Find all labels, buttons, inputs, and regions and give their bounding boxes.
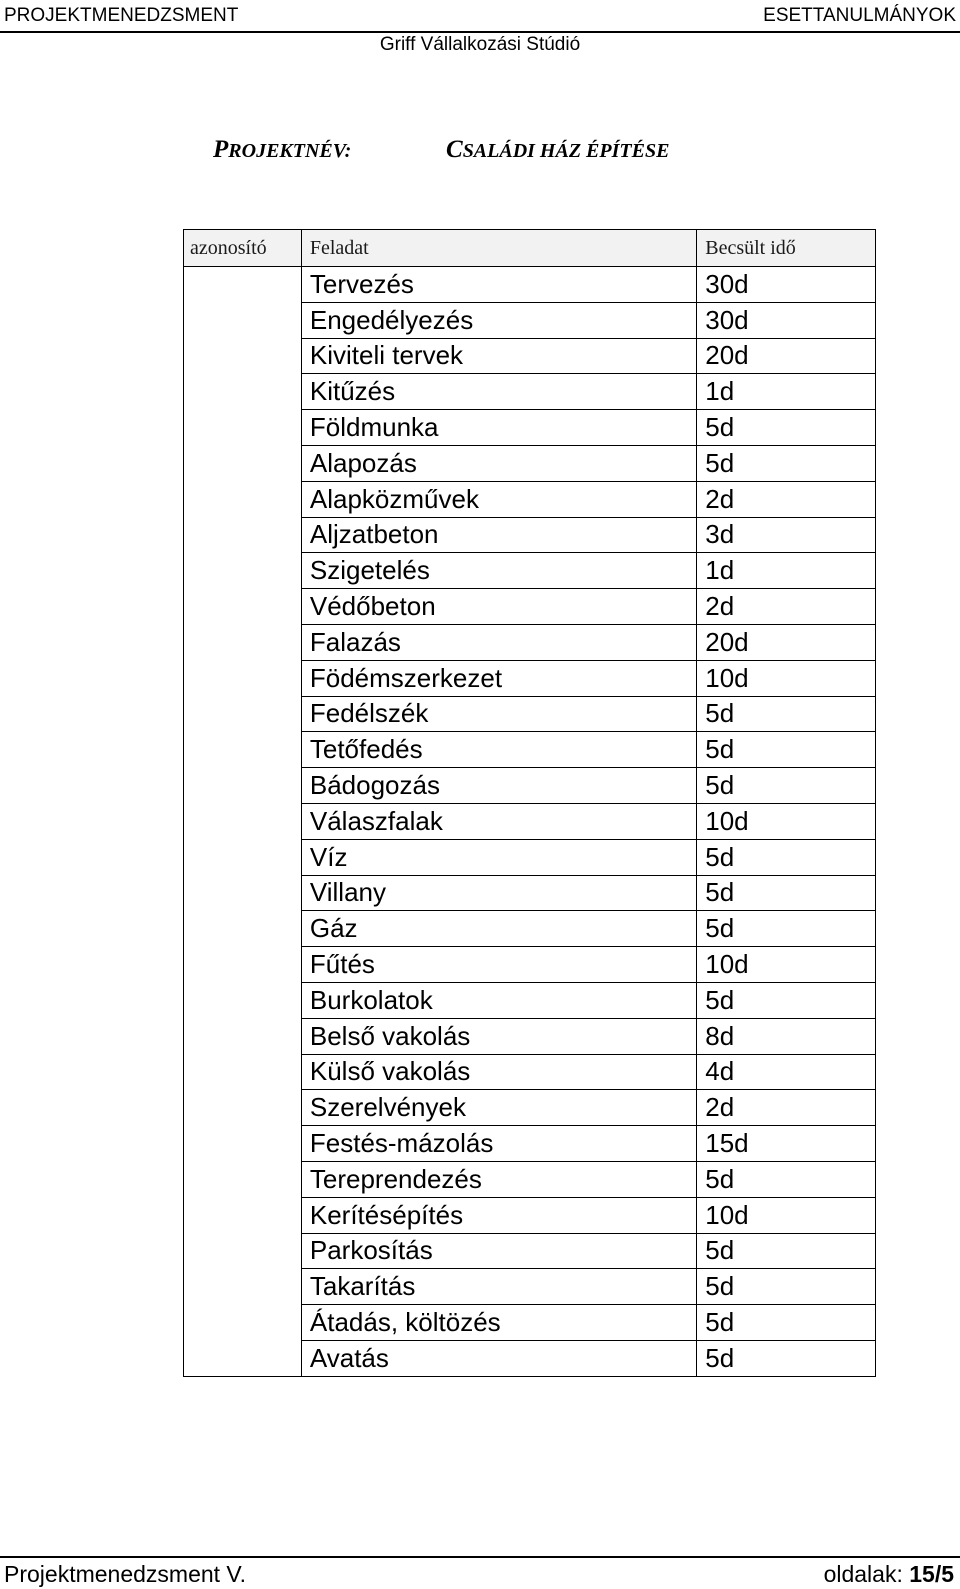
table-row (184, 517, 876, 553)
table-row (184, 660, 876, 696)
cell-estimate: 5d (697, 1233, 876, 1269)
cell-estimate: 8d (697, 1018, 876, 1054)
table-row (184, 1340, 876, 1376)
table-row (184, 947, 876, 983)
cell-id (184, 302, 302, 338)
cell-estimate: 5d (697, 445, 876, 481)
cell-id (184, 410, 302, 446)
table-row (184, 839, 876, 875)
cell-estimate: 10d (697, 947, 876, 983)
cell-id (184, 1197, 302, 1233)
cell-task: Bádogozás (301, 768, 696, 804)
cell-task: Átadás, költözés (301, 1305, 696, 1341)
page-footer-left: Projektmenedzsment V. (4, 1561, 247, 1587)
cell-estimate: 5d (697, 410, 876, 446)
cell-task: Alapozás (301, 445, 696, 481)
table-row (184, 803, 876, 839)
cell-task: Födémszerkezet (301, 660, 696, 696)
cell-id (184, 947, 302, 983)
cell-id (184, 732, 302, 768)
cell-task: Gáz (301, 911, 696, 947)
project-label-initial: P (213, 136, 229, 163)
table-row (184, 982, 876, 1018)
cell-id (184, 445, 302, 481)
cell-id (184, 1018, 302, 1054)
cell-estimate: 2d (697, 589, 876, 625)
cell-task: Festés-mázolás (301, 1126, 696, 1162)
table-row (184, 696, 876, 732)
cell-estimate: 2d (697, 481, 876, 517)
table-row (184, 1054, 876, 1090)
cell-task: Szigetelés (301, 553, 696, 589)
cell-estimate: 30d (697, 302, 876, 338)
cell-estimate: 5d (697, 768, 876, 804)
page-header-center: Griff Vállalkozási Stúdió (379, 34, 581, 55)
cell-task: Villany (301, 875, 696, 911)
cell-id (184, 589, 302, 625)
cell-id (184, 803, 302, 839)
cell-id (184, 624, 302, 660)
cell-task: Avatás (301, 1340, 696, 1376)
column-header-task: Feladat (301, 230, 696, 267)
cell-id (184, 553, 302, 589)
cell-id (184, 338, 302, 374)
cell-id (184, 517, 302, 553)
cell-task: Takarítás (301, 1269, 696, 1305)
cell-task: Kitűzés (301, 374, 696, 410)
project-label (213, 136, 351, 164)
cell-estimate: 5d (697, 839, 876, 875)
cell-task: Földmunka (301, 410, 696, 446)
cell-id (184, 768, 302, 804)
cell-id (184, 875, 302, 911)
cell-estimate: 30d (697, 267, 876, 303)
table-row (184, 732, 876, 768)
cell-estimate: 1d (697, 553, 876, 589)
project-name-rest: SALÁDI HÁZ ÉPÍTÉSE (462, 140, 670, 162)
column-header-estimate: Becsült idő (697, 230, 876, 267)
cell-task: Fűtés (301, 947, 696, 983)
cell-id (184, 1161, 302, 1197)
table-header-row (184, 230, 876, 267)
table-row (184, 624, 876, 660)
cell-id (184, 839, 302, 875)
cell-estimate: 3d (697, 517, 876, 553)
cell-task: Tereprendezés (301, 1161, 696, 1197)
table-row (184, 267, 876, 303)
table-row (184, 1126, 876, 1162)
cell-task: Alapközművek (301, 481, 696, 517)
cell-id (184, 1090, 302, 1126)
cell-id (184, 374, 302, 410)
table-row (184, 338, 876, 374)
table-row (184, 1305, 876, 1341)
task-table (183, 229, 876, 1377)
cell-estimate: 5d (697, 1340, 876, 1376)
table-row (184, 1269, 876, 1305)
cell-id (184, 696, 302, 732)
cell-task: Tetőfedés (301, 732, 696, 768)
table-row (184, 374, 876, 410)
table-row (184, 481, 876, 517)
page-count-value: 15/5 (909, 1561, 954, 1587)
header-divider (0, 31, 960, 33)
cell-estimate: 10d (697, 1197, 876, 1233)
cell-estimate: 5d (697, 732, 876, 768)
table-row (184, 1090, 876, 1126)
table-row (184, 1161, 876, 1197)
table-row (184, 553, 876, 589)
cell-id (184, 481, 302, 517)
table-row (184, 410, 876, 446)
page-count-label: oldalak: (823, 1561, 903, 1587)
cell-id (184, 1305, 302, 1341)
cell-task: Kiviteli tervek (301, 338, 696, 374)
table-row (184, 1018, 876, 1054)
task-table-body (184, 267, 876, 1377)
cell-estimate: 10d (697, 660, 876, 696)
cell-task: Tervezés (301, 267, 696, 303)
cell-estimate: 5d (697, 1305, 876, 1341)
cell-id (184, 267, 302, 303)
cell-task: Védőbeton (301, 589, 696, 625)
cell-estimate: 5d (697, 1161, 876, 1197)
project-label-rest: ROJEKTNÉV: (228, 140, 352, 162)
cell-task: Külső vakolás (301, 1054, 696, 1090)
page-footer-right (824, 1561, 954, 1588)
cell-task: Kerítésépítés (301, 1197, 696, 1233)
cell-estimate: 5d (697, 911, 876, 947)
cell-estimate: 20d (697, 338, 876, 374)
cell-task: Víz (301, 839, 696, 875)
cell-task: Fedélszék (301, 696, 696, 732)
cell-id (184, 982, 302, 1018)
cell-id (184, 660, 302, 696)
cell-id (184, 1269, 302, 1305)
cell-estimate: 5d (697, 875, 876, 911)
table-row (184, 445, 876, 481)
cell-id (184, 911, 302, 947)
table-row (184, 1233, 876, 1269)
cell-id (184, 1233, 302, 1269)
cell-task: Engedélyezés (301, 302, 696, 338)
cell-estimate: 15d (697, 1126, 876, 1162)
cell-task: Burkolatok (301, 982, 696, 1018)
cell-task: Parkosítás (301, 1233, 696, 1269)
cell-task: Szerelvények (301, 1090, 696, 1126)
cell-task: Válaszfalak (301, 803, 696, 839)
page-header-left: PROJEKTMENEDZSMENT (4, 5, 239, 26)
cell-task: Belső vakolás (301, 1018, 696, 1054)
project-name (446, 136, 669, 164)
table-row (184, 911, 876, 947)
cell-task: Falazás (301, 624, 696, 660)
footer-divider (0, 1556, 960, 1558)
page-header-right: ESETTANULMÁNYOK (763, 5, 956, 26)
project-name-initial: C (446, 136, 463, 163)
column-header-id: azonosító (184, 230, 302, 267)
cell-estimate: 20d (697, 624, 876, 660)
cell-id (184, 1126, 302, 1162)
cell-estimate: 4d (697, 1054, 876, 1090)
cell-estimate: 10d (697, 803, 876, 839)
cell-estimate: 2d (697, 1090, 876, 1126)
table-row (184, 768, 876, 804)
table-row (184, 589, 876, 625)
cell-estimate: 5d (697, 1269, 876, 1305)
table-row (184, 875, 876, 911)
cell-task: Aljzatbeton (301, 517, 696, 553)
cell-estimate: 5d (697, 982, 876, 1018)
cell-id (184, 1340, 302, 1376)
table-row (184, 1197, 876, 1233)
cell-estimate: 5d (697, 696, 876, 732)
cell-estimate: 1d (697, 374, 876, 410)
cell-id (184, 1054, 302, 1090)
table-row (184, 302, 876, 338)
